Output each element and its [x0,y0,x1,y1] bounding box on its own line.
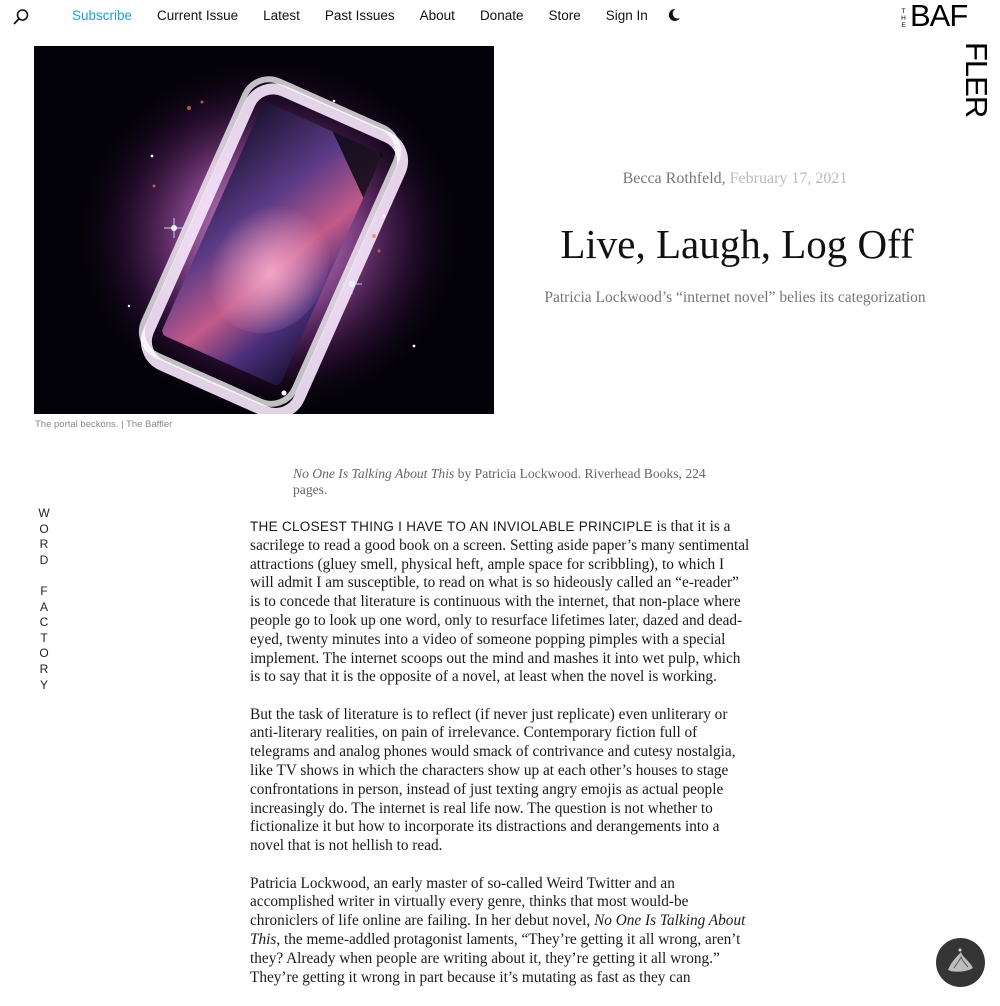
logo-baf-text: BAF [910,0,968,33]
section-label-char: W [38,506,50,520]
nav-store-link[interactable]: Store [548,8,581,23]
section-label-char: R [39,537,49,552]
section-label-char: T [40,630,48,645]
hero-caption: The portal beckons. | The Baffler [35,419,173,430]
book-title: No One Is Talking About This [293,466,455,481]
author-link[interactable]: Becca Rothfeld, [622,170,726,187]
nav-past-issues-link[interactable]: Past Issues [324,8,395,23]
top-nav [0,0,1000,34]
section-label-char: R [39,661,49,676]
logo-the-text [900,8,910,29]
book-details: by Patricia Lockwood. Riverhead Books, 224 pages. [293,466,706,497]
section-label-word-factory[interactable] [36,506,52,693]
nav-latest-link[interactable]: Latest [263,8,300,23]
publish-date: February 17, 2021 [729,170,848,187]
lead-in-text: THE CLOSEST THING I HAVE TO AN INVIOLABLE PRINCIPLE [250,519,653,534]
scroll-badge-icon[interactable] [936,938,985,987]
dark-mode-moon-icon[interactable] [667,8,681,22]
paragraph-1-text: is that it is a sacrilege to read a good book on a screen. Setting aside paper’s many sentimental attractions (gluey smell, physical heft, ample space for scribbling), to which I will admit I am susceptible, to read on what is so hideously called an “e-reader” is to concede that literature is continuous with the internet, that non-place where people go to look up one word, only to resurface lifetimes later, dazed and dead-eyed, twenty minutes into a video of someone popping pimples with a special implement. The internet scoops out the mind and mashes it into wet pulp, which is to say that it is the opposite of a novel, at least when the novel is working. [250,518,750,686]
nav-subscribe-link[interactable]: Subscribe [72,8,133,23]
nav-donate-link[interactable]: Donate [479,8,524,23]
section-label-char: A [39,599,48,614]
section-label-char: D [39,552,49,567]
paragraph-3-book-title: No One Is Talking About This [250,912,746,948]
section-label-char: O [39,521,49,536]
nav-links [72,8,673,23]
nav-current-issue-link[interactable]: Current Issue [157,8,239,23]
paragraph-2: But the task of literature is to reflect (if never just replicate) even unliterary or anti-literary realities, on pain of irrelevance. Contemporary fiction full of telegrams and analog phones would smack of contrivance and cutesy nostalgia, like TV shows in which the characters show up at each other’s houses to stage confrontations in person, instead of just texting angry emojis as actual people increasingly do. The internet is real life now. The question is not whether to fictionalize it but how to incorporate its distractions and derangements into a novel that is not hellish to read. [250,705,736,855]
section-label-char: C [39,615,49,630]
article-dek: Patricia Lockwood’s “internet novel” belies its categorization [544,289,926,306]
byline [500,170,970,188]
section-label-gap [36,568,52,584]
nav-about-link[interactable]: About [419,8,455,23]
hero-image [34,46,494,414]
nav-sign-in-link[interactable]: Sign In [605,8,648,23]
logo-fler-text: FLER [959,42,994,118]
book-info [293,466,713,498]
section-label-char: O [39,646,49,661]
section-label-char: F [40,583,48,598]
paragraph-3 [250,875,750,988]
search-icon[interactable] [12,8,30,26]
article-body [250,518,750,1006]
paragraph-1 [250,518,750,687]
section-label-char: Y [39,677,48,692]
paragraph-3-text-b: , the meme-addled protagonist laments, “They’re getting it all wrong, aren’t they? Already when people are writing about it, they’re getting it all wrong.” They’re getting it wrong in part because it’s mutating as fast as they can [250,930,741,986]
logo-the-label: THE [901,8,906,29]
baffler-logo[interactable] [900,0,996,118]
emblem-icon [936,938,985,987]
paragraph-3-text-a: Patricia Lockwood, an early master of so-called Weird Twitter and an accomplished writer in virtually every genre, thinks that most would-be chroniclers of life online are failing. In her debut novel, [250,874,689,930]
article-title: Live, Laugh, Log Off [560,221,914,267]
glowing-phone-illustration [34,46,494,414]
